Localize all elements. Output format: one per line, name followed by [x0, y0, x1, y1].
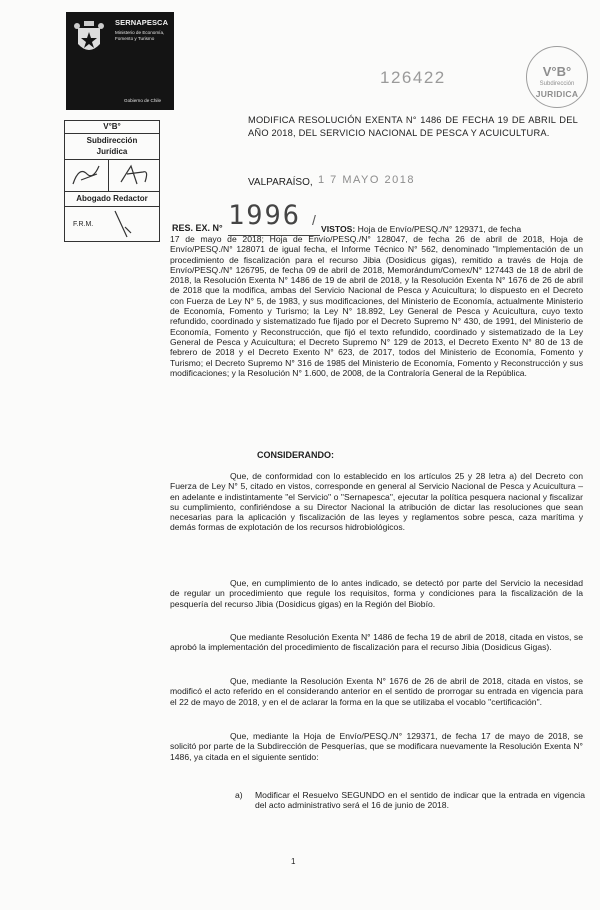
vb-stamp — [526, 46, 588, 108]
vistos-first-line — [321, 224, 583, 234]
resolution-trailing: / — [312, 212, 316, 228]
vistos-label: VISTOS: — [321, 224, 356, 234]
stamp-number: 126422 — [380, 68, 446, 87]
approval-dept — [65, 134, 159, 160]
chile-coat-of-arms-icon — [72, 18, 106, 62]
approval-role: Abogado Redactor — [65, 192, 159, 207]
considerando-paragraph: Que, mediante la Hoja de Envío/PESQ./N° 129371, de fecha 17 de mayo de 2018, se solicitó por parte de la Subdirección de Pesquerías, que se modificara nuevamente la Resolución Exenta N° 1486, ya citada en el siguiente sentido: — [170, 731, 583, 762]
sernapesca-logo — [66, 12, 174, 110]
place-date-stamp: 1 7 MAYO 2018 — [318, 174, 415, 186]
approval-frm: F.R.M. — [73, 221, 94, 228]
logo-brand: SERNAPESCA — [115, 18, 169, 27]
item-a-text: Modificar el Resuelvo SEGUNDO en el sentido de indicar que la entrada en vigencia del acto administrativo será el 16 de junio de 2018. — [255, 790, 585, 811]
stamp-dept: JURIDICA — [535, 89, 579, 99]
considerando-paragraph: Que, mediante la Resolución Exenta N° 1676 de 26 de abril de 2018, citada en vistos, se modificó el acto referido en el considerando anterior en el sentido de prorrogar su entrada en vigencia para el 22 de mayo de 2018, y en el de aclarar la forma en la que se utilizaba el vocablo "certificación". — [170, 676, 583, 707]
document-title: MODIFICA RESOLUCIÓN EXENTA N° 1486 DE FECHA 19 DE ABRIL DEL AÑO 2018, DEL SERVICIO NACIONAL DE PESCA Y ACUICULTURA. — [248, 115, 578, 138]
stamp-vb: V°B° — [542, 64, 572, 79]
approval-vb: V°B° — [65, 121, 159, 134]
frm-signature — [105, 207, 155, 241]
approval-initials-row — [65, 159, 159, 192]
vistos-body: 17 de mayo de 2018; Hoja de Envío/PESQ./N° 128047, de fecha 26 de abril de 2018, Hoja de Envío/PESQ./N° 128071 de igual fecha, el Informe Técnico N° 562, denominado "Implementación de un procedimiento de fiscalización para el recurso Jibia (Dosidicus gigas), remitido a través de Hoja de Envío/PESQ./N° 126795, de fecha 09 de abril de 2018, Memorándum/Comex/N° 127443 de 18 de abril de 2018, la Resolución Exenta N° 1486 de 19 de abril de 2018, y la Resolución Exenta N° 1676 de 26 de abril de 2018 que la modifica, ambas del Servicio Nacional de Pesca y Acuicultura; lo dispuesto en el Decreto con Fuerza de Ley N° 5, de 1983, y sus modificaciones, del Ministerio de Economía, actualmente Ministerio de Economía, Fomento y Turismo; la Ley N° 18.892, Ley General de Pesca y Acuicultura, cuyo texto refundido, coordinado y sistematizado fue fijado por el Decreto Supremo N° 430, de 1991, del Ministerio de Economía, Fomento y Reconstrucción, que fijó el texto refundido, coordinado y sistematizado de la Ley General de Pesca y Acuicultura; el Decreto Supremo N° 129 de 2013, el Decreto Exento N° 80 de 13 de febrero de 2018 y el Decreto Exento N° 623, de 2017, todos del Ministerio de Economía, Fomento y Turismo; el Decreto Supremo N° 316 de 1985 del Ministerio de Economía, Fomento y Reconstrucción y sus modificaciones; y la Resolución N° 1.600, de 2008, de la Contraloría General de la República. — [170, 234, 583, 378]
vistos-first: Hoja de Envío/PESQ./N° 129371, de fecha — [357, 224, 522, 234]
approval-box — [64, 120, 160, 242]
place: VALPARAÍSO, — [248, 177, 313, 188]
logo-government: Gobierno de Chile — [124, 98, 162, 103]
considerando-heading: CONSIDERANDO: — [257, 450, 335, 460]
page-number: 1 — [291, 857, 296, 866]
initials-signature-left — [67, 160, 107, 190]
resolution-label: RES. EX. N° — [172, 223, 223, 233]
initials-signature-right — [113, 160, 157, 190]
logo-subtitle: Ministerio de Economía, Fomento y Turismo — [115, 30, 165, 41]
considerando-paragraph: Que mediante Resolución Exenta N° 1486 de fecha 19 de abril de 2018, citada en vistos, se aprobó la implementación del procedimiento de fiscalización para el recurso Jibia (Dosidicus Gigas). — [170, 632, 583, 653]
approval-dept-line1: Subdirección — [86, 136, 138, 145]
item-a-label: a) — [235, 790, 243, 800]
stamp-sub: Subdirección — [539, 81, 575, 87]
resolution-number: 1996 — [228, 200, 302, 231]
approval-dept-line2: Jurídica — [96, 147, 128, 156]
considerando-paragraph: Que, de conformidad con lo establecido en los artículos 25 y 28 letra a) del Decreto con Fuerza de Ley N° 5, citado en vistos, corresponde en general al Servicio Nacional de Pesca y Acuicultura – en adelante e indistintamente "el Servicio" o "Sernapesca", ejecutar la política pesquera nacional y fiscalizar su cumplimiento, confiriéndose a su Director Nacional la atribución de dictar las resoluciones que sean necesarias para la aplicación y fiscalización de las leyes y reglamentos sobre pesca, caza marítima y demás formas de explotación de los recursos hidrobiológicos. — [170, 471, 583, 533]
considerando-paragraph: Que, en cumplimiento de lo antes indicado, se detectó por parte del Servicio la necesidad de regular un procedimiento que regule los requisitos, forma y condiciones para la fiscalización de la pesquería del recurso Jibia (Dosidicus gigas) en la Región del Biobío. — [170, 578, 583, 609]
